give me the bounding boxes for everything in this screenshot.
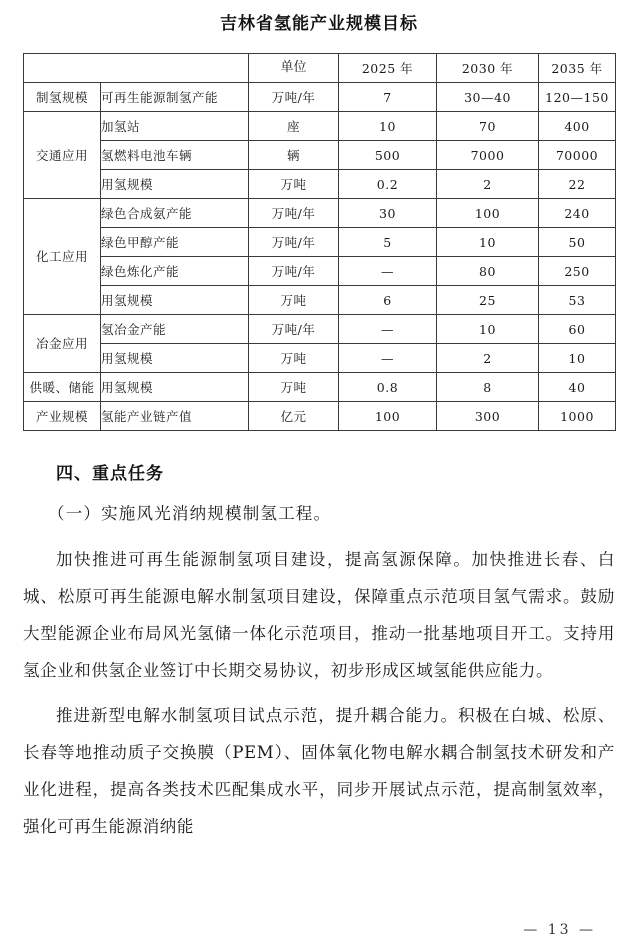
page-title: 吉林省氢能产业规模目标	[220, 14, 418, 34]
row-value-2035: 120—150	[539, 83, 616, 112]
section-heading: 四、重点任务	[56, 464, 164, 484]
row-value-2025: —	[339, 344, 437, 373]
row-category: 冶金应用	[24, 315, 101, 373]
row-category: 交通应用	[24, 112, 101, 199]
row-unit: 万吨/年	[249, 257, 339, 286]
row-item-name: 绿色甲醇产能	[101, 228, 249, 257]
table-container	[0, 53, 638, 431]
row-value-2030: 8	[437, 373, 539, 402]
row-unit: 辆	[249, 141, 339, 170]
row-item-name: 用氢规模	[101, 170, 249, 199]
table-row	[24, 373, 616, 402]
row-value-2035: 50	[539, 228, 616, 257]
body-paragraph-1: 加快推进可再生能源制氢项目建设，提高氢源保障。加快推进长春、白城、松原可再生能源电解水制氢项目建设，保障重点示范项目氢气需求。鼓励大型能源企业布局风光氢储一体化示范项目，推动一批基地项目开工。支持用氢企业和供氢企业签订中长期交易协议，初步形成区域氢能供应能力。	[23, 549, 615, 680]
row-item-name: 绿色炼化产能	[101, 257, 249, 286]
table-row	[24, 402, 616, 431]
header-unit: 单位	[249, 54, 339, 83]
row-value-2030: 2	[437, 170, 539, 199]
row-value-2035: 250	[539, 257, 616, 286]
header-year-2035: 2035 年	[539, 54, 616, 83]
row-value-2025: 10	[339, 112, 437, 141]
row-value-2030: 10	[437, 315, 539, 344]
row-category: 制氢规模	[24, 83, 101, 112]
table-row	[24, 286, 616, 315]
row-unit: 座	[249, 112, 339, 141]
row-value-2025: 7	[339, 83, 437, 112]
table-row	[24, 83, 616, 112]
row-value-2030: 10	[437, 228, 539, 257]
row-item-name: 氢燃料电池车辆	[101, 141, 249, 170]
header-year-2025: 2025 年	[339, 54, 437, 83]
table-row	[24, 199, 616, 228]
table-row	[24, 141, 616, 170]
row-item-name: 绿色合成氨产能	[101, 199, 249, 228]
row-unit: 万吨	[249, 344, 339, 373]
row-unit: 万吨/年	[249, 199, 339, 228]
page-number: — 13 —	[523, 922, 596, 938]
row-item-name: 可再生能源制氢产能	[101, 83, 249, 112]
row-item-name: 用氢规模	[101, 286, 249, 315]
row-value-2025: 30	[339, 199, 437, 228]
row-item-name: 用氢规模	[101, 373, 249, 402]
row-value-2025: 0.2	[339, 170, 437, 199]
row-value-2030: 2	[437, 344, 539, 373]
row-unit: 万吨/年	[249, 315, 339, 344]
row-value-2025: 0.8	[339, 373, 437, 402]
hydrogen-scale-target-table	[23, 53, 616, 431]
table-header-row	[24, 54, 616, 83]
row-unit: 万吨	[249, 373, 339, 402]
row-value-2035: 70000	[539, 141, 616, 170]
row-value-2035: 10	[539, 344, 616, 373]
row-value-2035: 53	[539, 286, 616, 315]
row-value-2035: 60	[539, 315, 616, 344]
table-row	[24, 344, 616, 373]
row-category: 化工应用	[24, 199, 101, 315]
table-row	[24, 170, 616, 199]
body-paragraph-2: 推进新型电解水制氢项目试点示范，提升耦合能力。积极在白城、松原、长春等地推动质子交换膜（PEM）、固体氧化物电解水耦合制氢技术研发和产业化进程，提高各类技术匹配集成水平，同步开展试点示范，提高制氢效率，强化可再生能源消纳能	[23, 705, 615, 836]
row-value-2035: 40	[539, 373, 616, 402]
row-category: 供暖、储能	[24, 373, 101, 402]
row-unit: 亿元	[249, 402, 339, 431]
row-value-2025: —	[339, 257, 437, 286]
row-value-2030: 100	[437, 199, 539, 228]
row-item-name: 氢能产业链产值	[101, 402, 249, 431]
row-value-2025: 6	[339, 286, 437, 315]
row-value-2035: 400	[539, 112, 616, 141]
table-body	[24, 83, 616, 431]
row-value-2030: 80	[437, 257, 539, 286]
row-unit: 万吨	[249, 286, 339, 315]
row-unit: 万吨/年	[249, 228, 339, 257]
row-unit: 万吨/年	[249, 83, 339, 112]
row-value-2025: —	[339, 315, 437, 344]
row-item-name: 氢冶金产能	[101, 315, 249, 344]
table-row	[24, 315, 616, 344]
header-blank	[24, 54, 249, 83]
row-category: 产业规模	[24, 402, 101, 431]
table-row	[24, 228, 616, 257]
subsection-heading: （一）实施风光消纳规模制氢工程。	[48, 504, 332, 523]
table-row	[24, 257, 616, 286]
row-value-2035: 22	[539, 170, 616, 199]
row-value-2025: 5	[339, 228, 437, 257]
row-item-name: 加氢站	[101, 112, 249, 141]
header-year-2030: 2030 年	[437, 54, 539, 83]
row-value-2030: 30—40	[437, 83, 539, 112]
row-value-2025: 500	[339, 141, 437, 170]
table-header	[24, 54, 616, 83]
row-unit: 万吨	[249, 170, 339, 199]
row-value-2035: 240	[539, 199, 616, 228]
table-row	[24, 112, 616, 141]
row-value-2035: 1000	[539, 402, 616, 431]
row-value-2030: 7000	[437, 141, 539, 170]
row-value-2025: 100	[339, 402, 437, 431]
row-value-2030: 70	[437, 112, 539, 141]
row-value-2030: 25	[437, 286, 539, 315]
row-item-name: 用氢规模	[101, 344, 249, 373]
row-value-2030: 300	[437, 402, 539, 431]
